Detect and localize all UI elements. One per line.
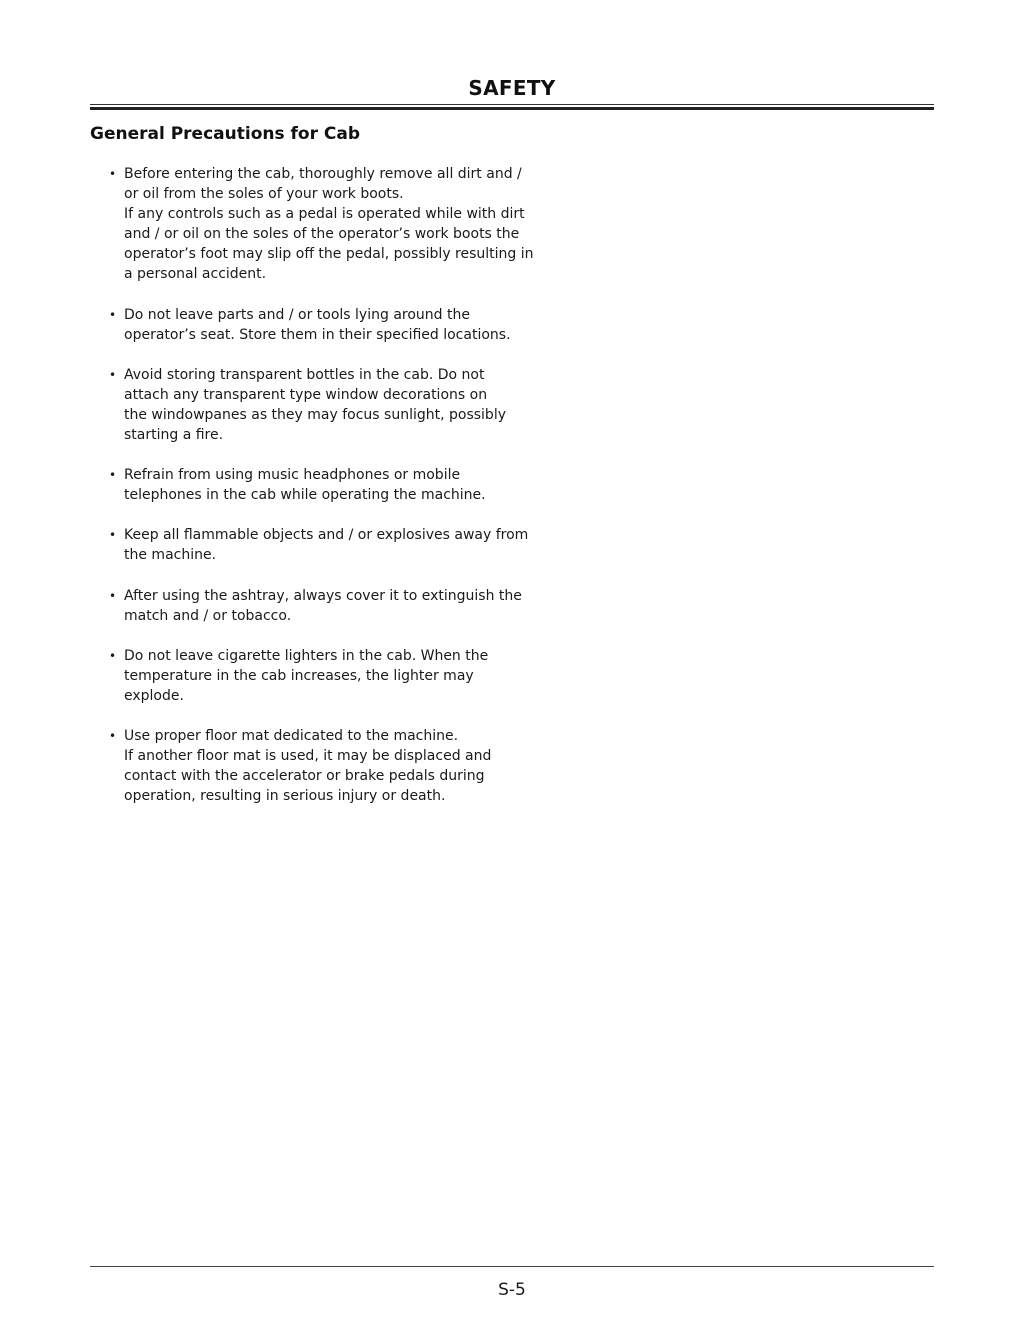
list-item-text: Avoid storing transparent bottles in the cab. Do not attach any transparent type window decorations on the windowpanes as they may focus sunlight, possibly starting a fire. (124, 366, 506, 444)
precaution-list (108, 164, 538, 826)
bullet-icon: • (109, 728, 117, 743)
list-item (108, 726, 538, 806)
list-item-text: Refrain from using music headphones or mobile telephones in the cab while operating the machine. (124, 467, 486, 504)
header-divider-thick (90, 107, 934, 110)
bullet-icon: • (109, 307, 117, 322)
list-item-text: After using the ashtray, always cover it to extinguish the match and / or tobacco. (124, 587, 522, 624)
list-item (108, 465, 538, 505)
page-header (90, 74, 934, 102)
bullet-icon: • (109, 167, 117, 181)
header-divider (90, 104, 934, 110)
list-item (108, 164, 538, 285)
list-item (108, 365, 538, 445)
list-item (108, 646, 538, 706)
bullet-icon: • (109, 648, 117, 663)
bullet-icon: • (109, 468, 117, 483)
footer-divider (90, 1266, 934, 1267)
list-item-text: Before entering the cab, thoroughly remove all dirt and / or oil from the soles of your work boots. If any controls such as a pedal is operated while with dirt and / or oil on the soles of the operator’s work boots the operator’s foot may slip off the pedal, possibly resulting in a personal accident. (124, 166, 534, 283)
list-item-text: Do not leave cigarette lighters in the cab. When the temperature in the cab increases, the lighter may explode. (124, 647, 489, 704)
list-item-text: Keep all flammable objects and / or explosives away from the machine. (124, 527, 529, 564)
section-title: General Precautions for Cab (90, 124, 361, 144)
list-item (108, 305, 538, 345)
header-divider-thin (90, 104, 934, 105)
list-item (108, 586, 538, 626)
bullet-icon: • (109, 367, 117, 382)
bullet-icon: • (109, 528, 117, 543)
page-title: SAFETY (468, 76, 556, 100)
list-item-text: Do not leave parts and / or tools lying around the operator’s seat. Store them in their specified locations. (124, 306, 511, 343)
page-number: S-5 (498, 1280, 526, 1300)
list-item (108, 525, 538, 565)
bullet-icon: • (109, 588, 117, 603)
list-item-text: Use proper floor mat dedicated to the machine. If another floor mat is used, it may be displaced and contact with the accelerator or brake pedals during operation, resulting in serious injury or death. (124, 727, 492, 805)
